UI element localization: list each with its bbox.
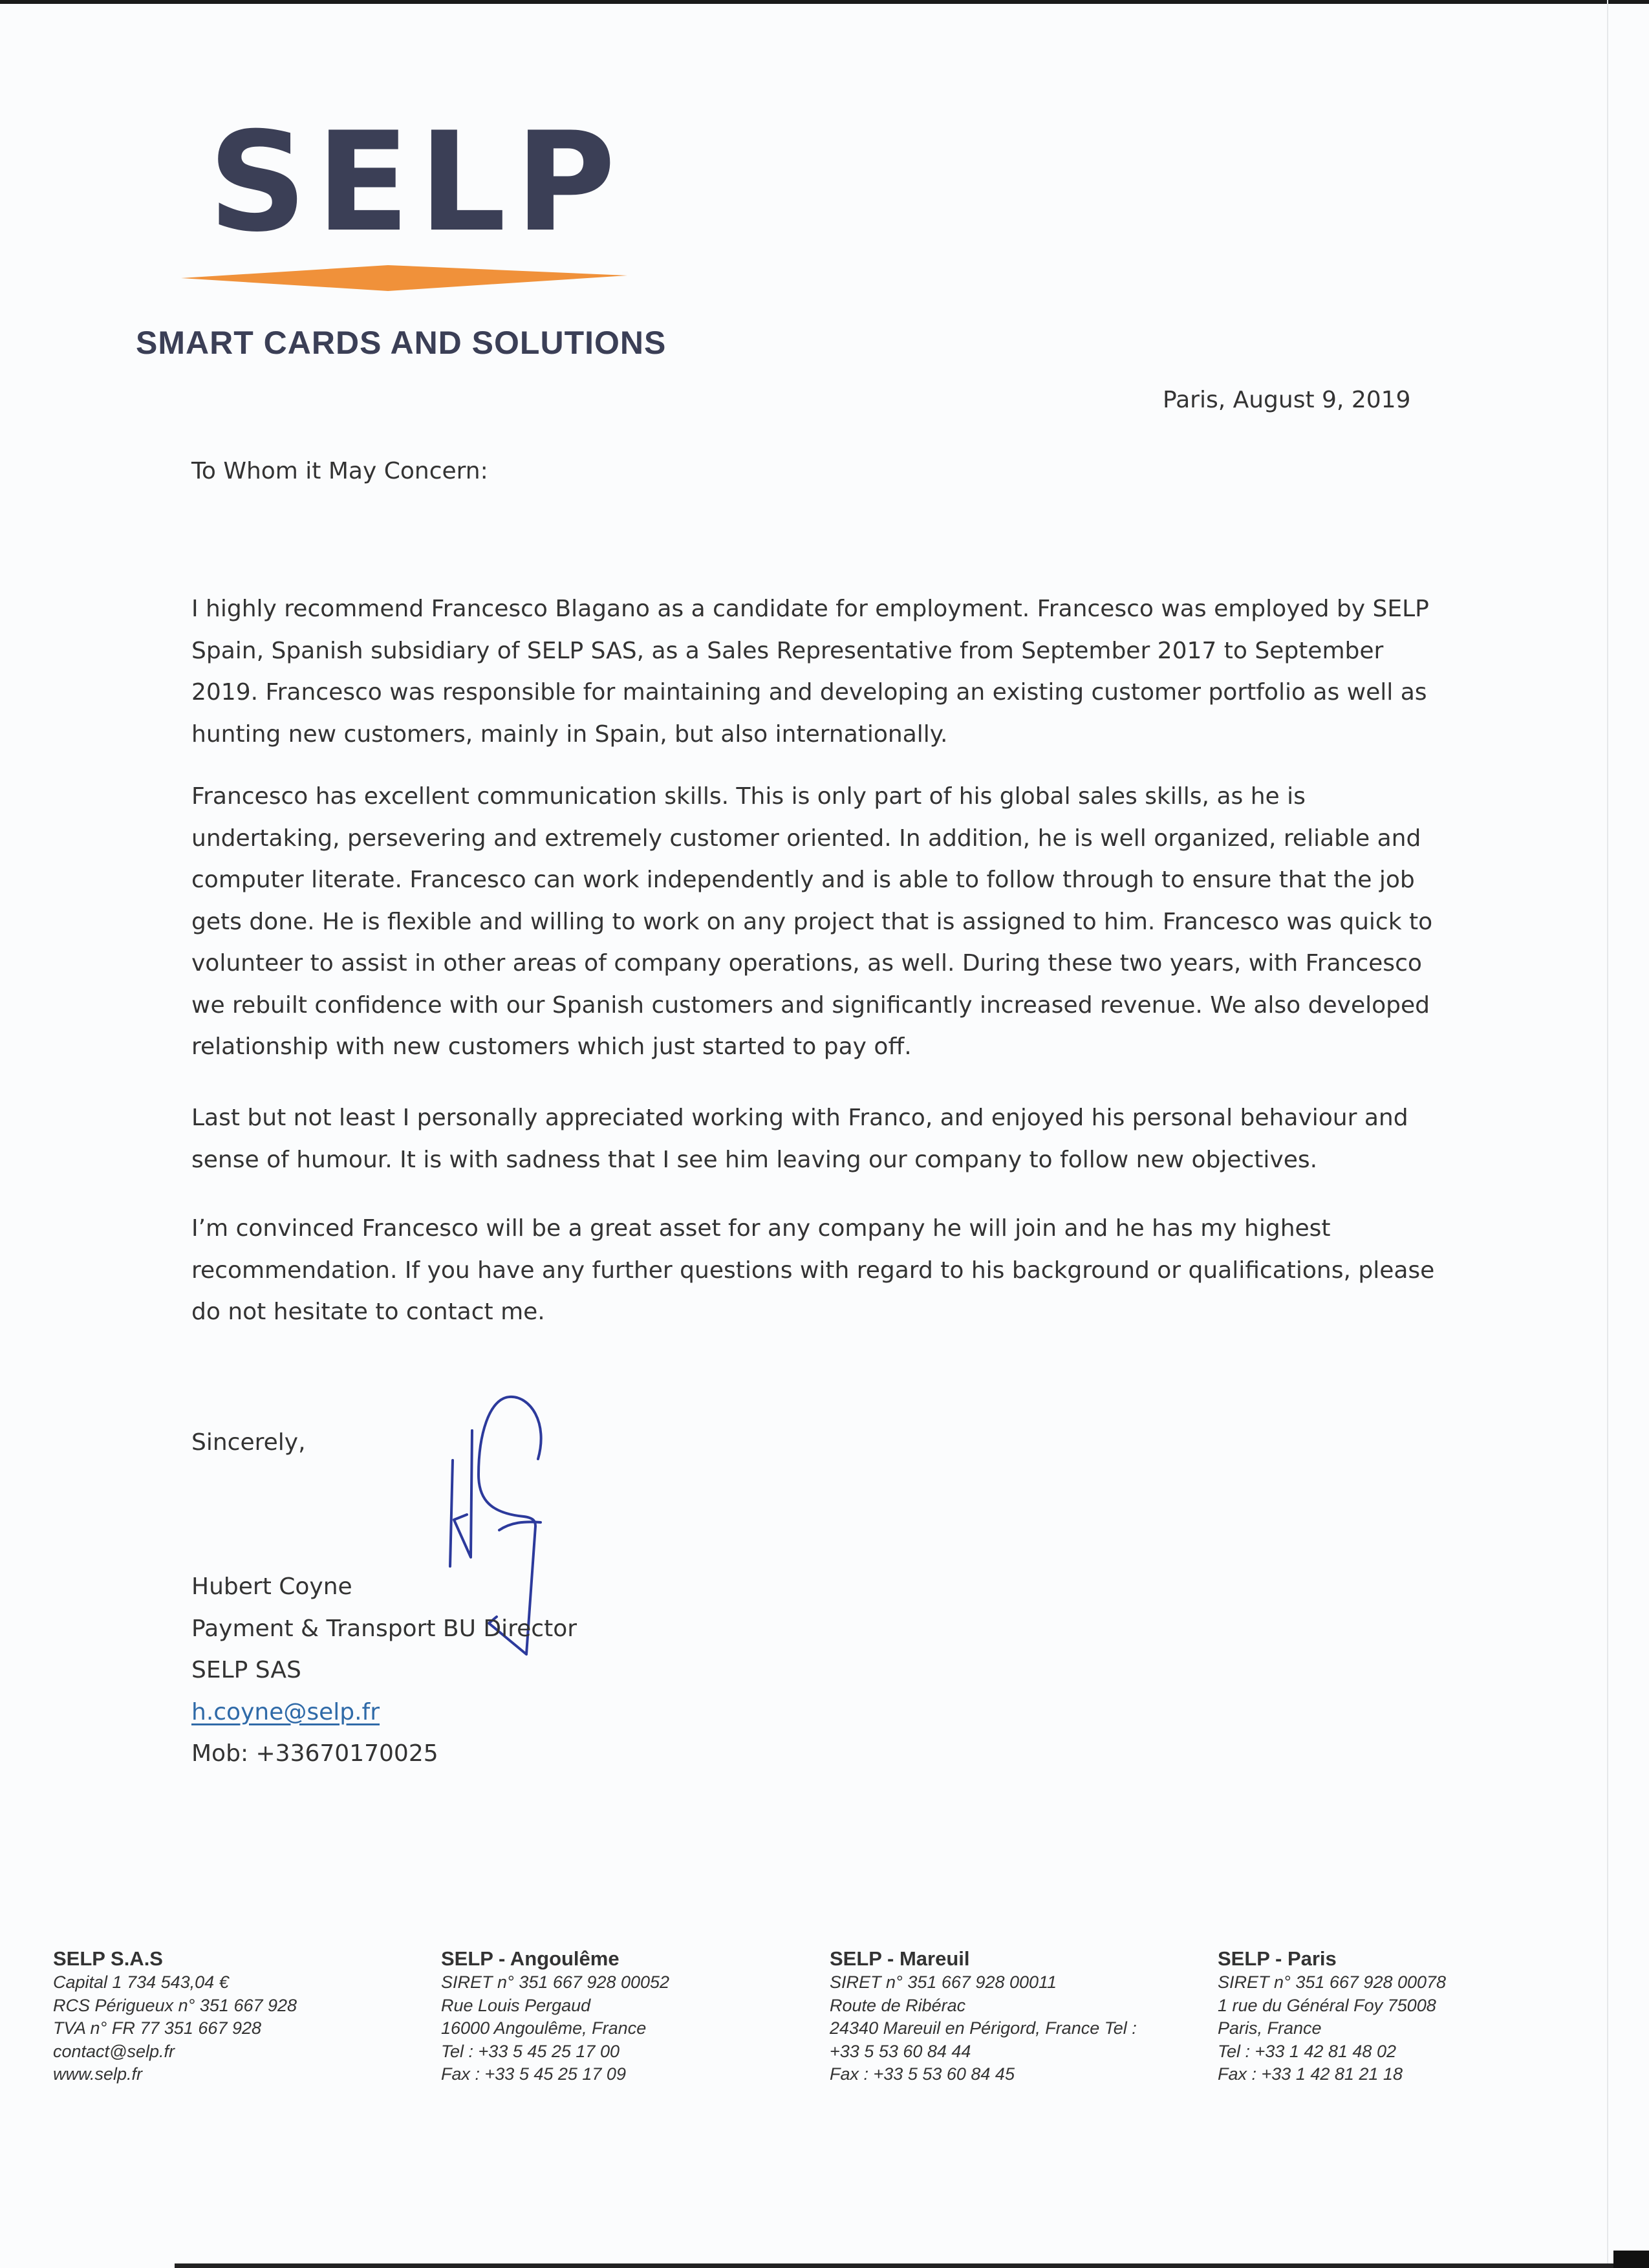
footer-address-city: 16000 Angoulême, France	[441, 2018, 647, 2038]
footer-vat: TVA n° FR 77 351 667 928	[53, 2018, 262, 2038]
signatory-email-link[interactable]: h.coyne@selp.fr	[191, 1698, 380, 1725]
footer-column-title: SELP S.A.S	[53, 1947, 163, 1970]
footer-column-title: SELP - Paris	[1218, 1947, 1337, 1970]
footer-address-street: Rue Louis Pergaud	[441, 1995, 591, 2015]
footer-siret: SIRET n° 351 667 928 00052	[441, 1972, 670, 1992]
footer-rcs: RCS Périgueux n° 351 667 928	[53, 1995, 297, 2015]
closing: Sincerely,	[191, 1429, 306, 1456]
letter-date: Paris, August 9, 2019	[1163, 387, 1411, 413]
footer-address-city: Paris, France	[1218, 2018, 1322, 2038]
footer-fax: Fax : +33 5 45 25 17 09	[441, 2064, 626, 2084]
footer-address-street: Route de Ribérac	[830, 1995, 966, 2015]
logo-swoosh-icon	[181, 264, 627, 292]
signatory-company: SELP SAS	[191, 1657, 301, 1683]
paragraph-2: Francesco has excellent communication skills. This is only part of his global sales skills, as he is undertaking, persevering and extremely customer oriented. In addition, he is well organized, reliable and computer literate. Francesco can work independently and is able to follow through to ensure that the job gets done. He is flexible and willing to work on any project that is assigned to him. Francesco was quick to volunteer to assist in other areas of company operations, as well. During these two years, with Francesco we rebuilt confidence with our Spanish customers and significantly increased revenue. We also developed relationship with new customers which just started to pay off.	[191, 783, 1433, 1060]
scan-edge-top	[0, 0, 1649, 4]
company-logo-wordmark: SELP	[208, 102, 625, 262]
footer-column-paris	[1218, 1947, 1580, 2086]
scan-edge-bottom	[175, 2263, 1649, 2268]
footer-capital: Capital 1 734 543,04 €	[53, 1972, 229, 1992]
signature-block	[191, 1566, 577, 1775]
paragraph-3: Last but not least I personally appreciated working with Franco, and enjoyed his personal behaviour and sense of humour. It is with sadness that I see him leaving our company to follow new objectives.	[191, 1105, 1408, 1173]
footer-siret: SIRET n° 351 667 928 00078	[1218, 1972, 1447, 1992]
signatory-mobile: Mob: +33670170025	[191, 1740, 438, 1767]
footer-contact-email[interactable]: contact@selp.fr	[53, 2041, 175, 2061]
footer-address-street: 1 rue du Général Foy 75008	[1218, 1995, 1436, 2015]
footer-website[interactable]: www.selp.fr	[53, 2064, 143, 2084]
footer-fax: Fax : +33 1 42 81 21 18	[1218, 2064, 1403, 2084]
footer-column-angouleme	[441, 1947, 803, 2086]
signatory-name: Hubert Coyne	[191, 1573, 352, 1600]
footer-column-head-office	[53, 1947, 415, 2086]
footer-fax: Fax : +33 5 53 60 84 45	[830, 2064, 1015, 2084]
paragraph-4: I’m convinced Francesco will be a great asset for any company he will join and he has my highest recommendation. If you have any further questions with regard to his background or qualifications, please do not hesitate to contact me.	[191, 1215, 1435, 1325]
paragraph-1: I highly recommend Francesco Blagano as a candidate for employment. Francesco was employed by SELP Spain, Spanish subsidiary of SELP SAS, as a Sales Representative from September 2017 to September 2019. Francesco was responsible for maintaining and developing an existing customer portfolio as well as hunting new customers, mainly in Spain, but also internationally.	[191, 596, 1429, 748]
footer-column-title: SELP - Mareuil	[830, 1947, 970, 1970]
scan-corner-shadow	[1613, 2251, 1649, 2268]
salutation: To Whom it May Concern:	[191, 458, 488, 484]
scan-edge-right	[1607, 0, 1608, 2268]
footer-siret: SIRET n° 351 667 928 00011	[830, 1972, 1057, 1992]
footer-column-mareuil	[830, 1947, 1192, 2086]
company-tagline: SMART CARDS AND SOLUTIONS	[136, 325, 667, 361]
footer-phone: Tel : +33 5 45 25 17 00	[441, 2041, 620, 2061]
footer-column-title: SELP - Angoulême	[441, 1947, 620, 1970]
footer-phone: Tel : +33 1 42 81 48 02	[1218, 2041, 1396, 2061]
footer-address-city: 24340 Mareuil en Périgord, France Tel :	[830, 2018, 1137, 2038]
footer-phone: +33 5 53 60 84 44	[830, 2041, 971, 2061]
signatory-title: Payment & Transport BU Director	[191, 1615, 577, 1642]
